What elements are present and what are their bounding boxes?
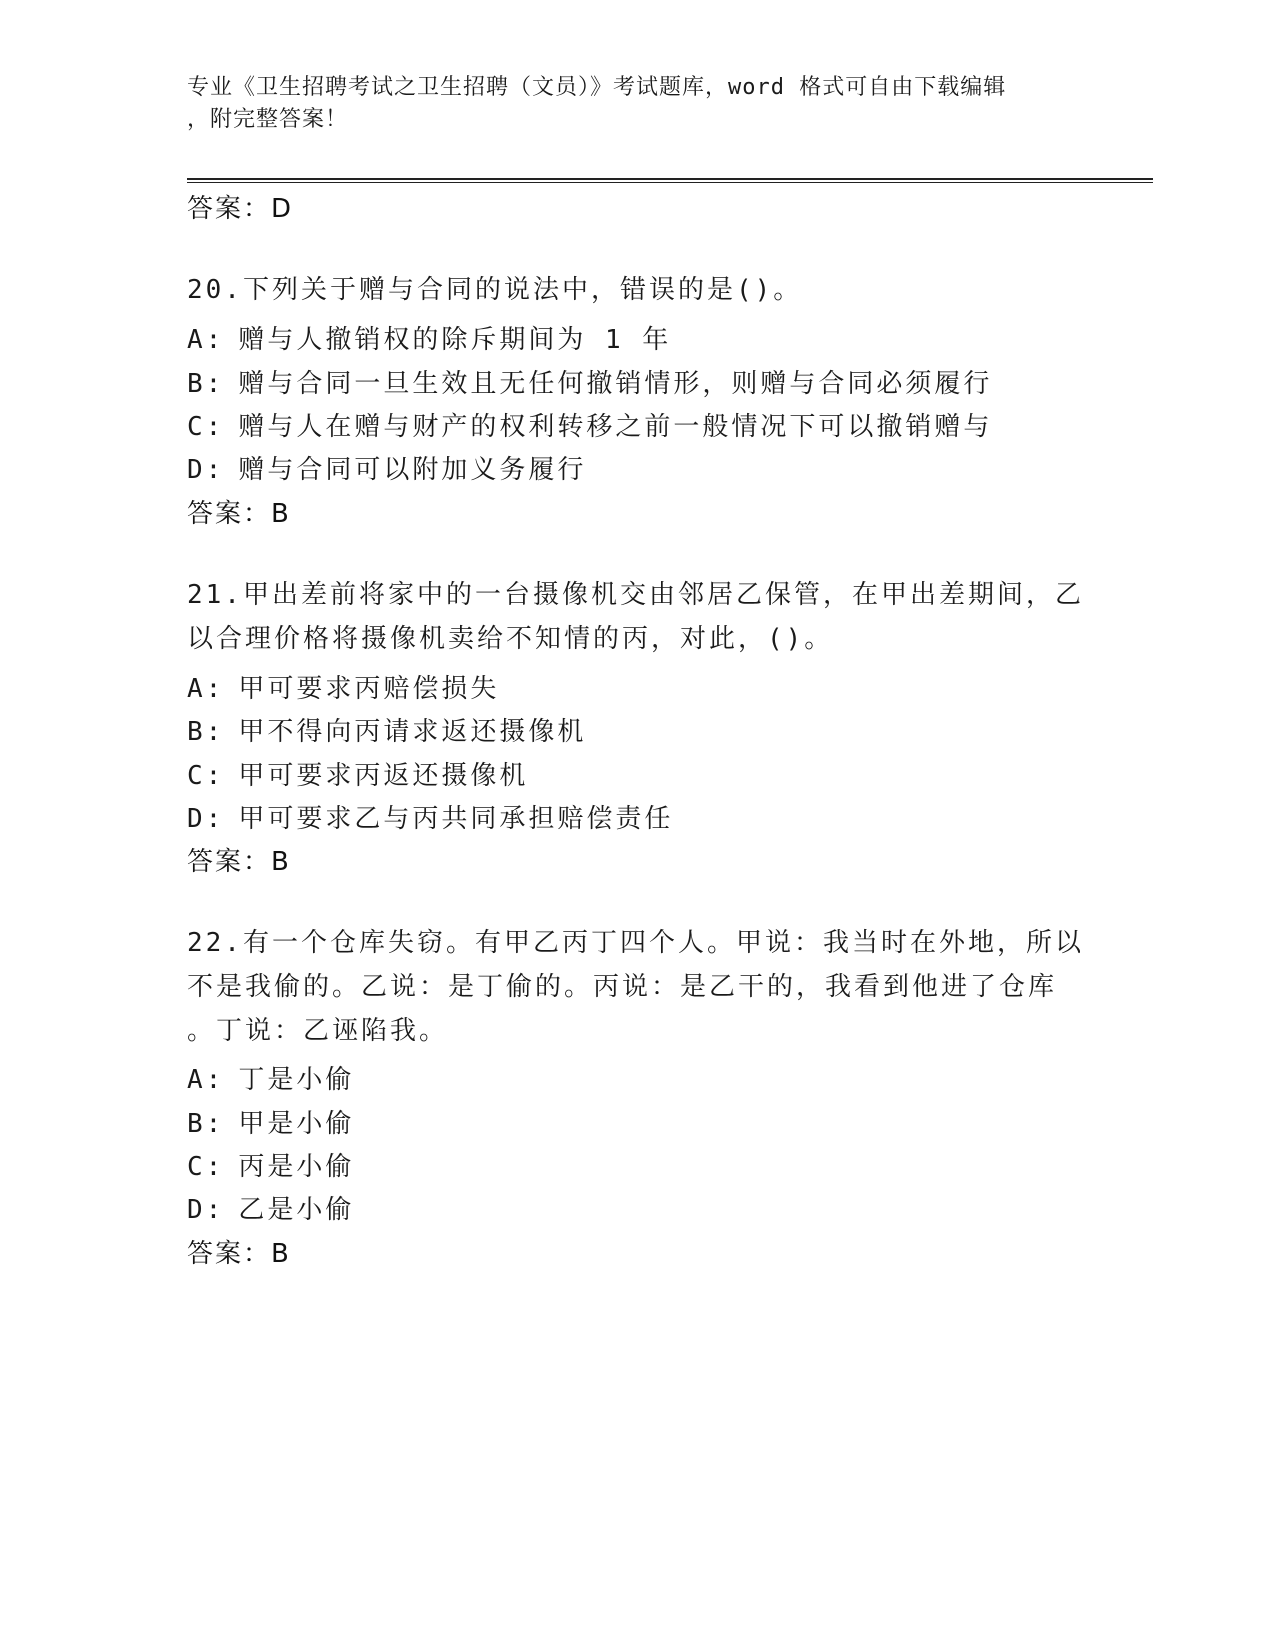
document-header <box>187 72 1067 136</box>
option-letter: A: <box>187 674 225 704</box>
option-text: 赠与人在赠与财产的权利转移之前一般情况下可以撤销赠与 <box>238 412 993 442</box>
question-line: 不是我偷的。乙说：是丁偷的。丙说：是乙干的，我看到他进了仓库 <box>187 972 1058 1002</box>
question-20-option-d <box>187 453 1087 487</box>
option-text: 丙是小偷 <box>238 1152 355 1182</box>
option-text: 甲可要求丙赔偿损失 <box>238 674 500 704</box>
question-21-answer: 答案：B <box>187 847 291 877</box>
question-22-option-c <box>187 1150 1087 1184</box>
option-text: 赠与合同可以附加义务履行 <box>238 455 587 485</box>
question-20-option-c <box>187 410 1087 444</box>
question-20-answer: 答案：B <box>187 499 291 529</box>
question-22-answer: 答案：B <box>187 1239 291 1269</box>
question-line: 20.下列关于赠与合同的说法中，错误的是()。 <box>187 275 803 305</box>
option-text: 赠与人撤销权的除斥期间为 1 年 <box>238 325 672 355</box>
question-21-option-c <box>187 759 1087 793</box>
option-text: 甲是小偷 <box>238 1109 355 1139</box>
question-line: 以合理价格将摄像机卖给不知情的丙，对此，()。 <box>187 624 834 654</box>
question-22-stem <box>187 921 1087 1053</box>
header-divider <box>187 178 1153 180</box>
question-21-option-b <box>187 715 1087 749</box>
header-line-2: ，附完整答案！ <box>187 107 349 132</box>
option-text: 赠与合同一旦生效且无任何撤销情形，则赠与合同必须履行 <box>238 369 993 399</box>
question-21-option-d <box>187 802 1087 836</box>
question-22-option-b <box>187 1107 1087 1141</box>
option-letter: B: <box>187 1109 225 1139</box>
header-divider-thin <box>187 182 1153 183</box>
option-letter: C: <box>187 412 225 442</box>
option-letter: D: <box>187 804 225 834</box>
option-letter: D: <box>187 455 225 485</box>
previous-answer: 答案：D <box>187 194 294 224</box>
question-line: 22.有一个仓库失窃。有甲乙丙丁四个人。甲说：我当时在外地，所以 <box>187 928 1084 958</box>
option-letter: B: <box>187 717 225 747</box>
question-line: 。丁说：乙诬陷我。 <box>187 1016 449 1046</box>
question-22-option-d <box>187 1193 1087 1227</box>
question-20-stem <box>187 268 1087 312</box>
header-line-1: 专业《卫生招聘考试之卫生招聘（文员）》考试题库，word 格式可自由下载编辑 <box>187 75 1007 100</box>
option-text: 甲可要求丙返还摄像机 <box>238 761 529 791</box>
question-line: 21.甲出差前将家中的一台摄像机交由邻居乙保管，在甲出差期间，乙 <box>187 580 1084 610</box>
question-22-option-a <box>187 1063 1087 1097</box>
option-letter: C: <box>187 1152 225 1182</box>
option-letter: A: <box>187 1065 225 1095</box>
option-letter: A: <box>187 325 225 355</box>
option-letter: D: <box>187 1195 225 1225</box>
question-21-option-a <box>187 672 1087 706</box>
option-letter: B: <box>187 369 225 399</box>
option-text: 丁是小偷 <box>238 1065 355 1095</box>
option-text: 甲不得向丙请求返还摄像机 <box>238 717 587 747</box>
option-text: 乙是小偷 <box>238 1195 355 1225</box>
question-20-option-a <box>187 323 1087 357</box>
option-letter: C: <box>187 761 225 791</box>
option-text: 甲可要求乙与丙共同承担赔偿责任 <box>238 804 674 834</box>
question-21-stem <box>187 573 1087 661</box>
question-20-option-b <box>187 367 1087 401</box>
